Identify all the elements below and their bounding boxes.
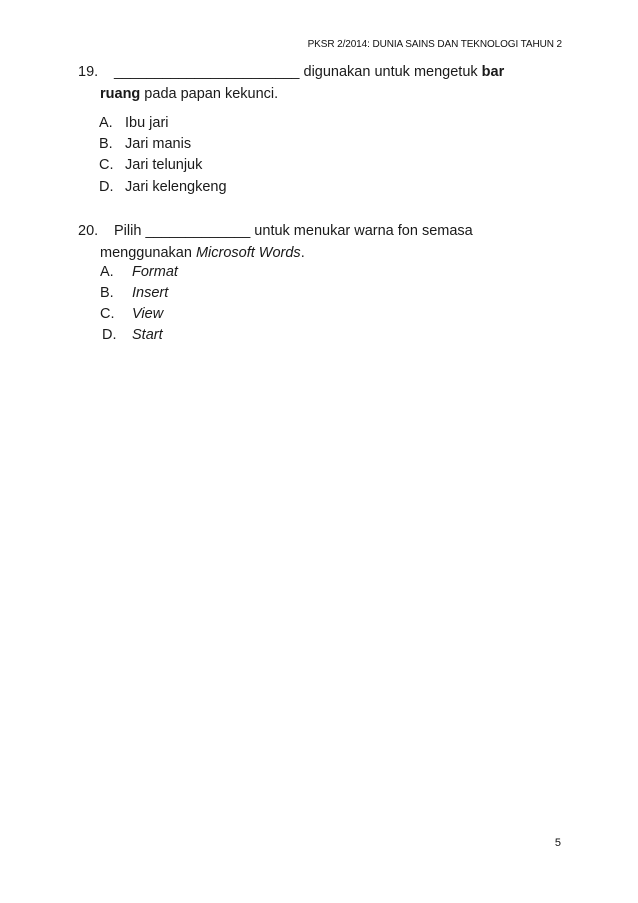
option-text: Jari manis — [125, 136, 192, 152]
option-letter: B. — [99, 136, 113, 152]
option-text: Format — [132, 264, 178, 280]
option-letter: A. — [100, 264, 114, 280]
question-bold-text: ruang — [100, 86, 141, 102]
option-letter: A. — [99, 115, 113, 131]
page-header: PKSR 2/2014: DUNIA SAINS DAN TEKNOLOGI TAHUN 2 — [307, 39, 562, 50]
option-letter: D. — [99, 179, 114, 195]
option-text: Ibu jari — [125, 115, 169, 131]
option-text: Insert — [132, 285, 169, 301]
option-d — [99, 177, 227, 198]
answer-blank: _____________ — [145, 223, 251, 239]
option-d — [102, 325, 163, 346]
option-letter: C. — [100, 306, 115, 322]
option-letter: C. — [99, 157, 114, 173]
question-20 — [78, 220, 558, 264]
answer-blank: _______________________ — [114, 64, 300, 80]
question-text: untuk menukar warna fon semasa — [250, 223, 473, 239]
option-c — [100, 304, 163, 325]
option-b — [100, 283, 168, 304]
question-text: . — [300, 245, 305, 261]
question-text: menggunakan — [100, 245, 196, 261]
option-text: Jari telunjuk — [125, 157, 203, 173]
question-20-line-1 — [78, 220, 558, 242]
question-20-line-2 — [78, 242, 558, 264]
question-number: 19. — [78, 64, 99, 80]
question-number: 20. — [78, 223, 99, 239]
option-a — [99, 113, 169, 134]
option-text: Start — [132, 327, 163, 343]
question-19 — [78, 61, 558, 105]
question-19-line-1 — [78, 61, 558, 83]
question-text: Pilih — [114, 223, 146, 239]
option-letter: D. — [102, 327, 117, 343]
question-italic-text: Microsoft Words — [195, 245, 301, 261]
option-text: Jari kelengkeng — [125, 179, 227, 195]
question-19-line-2 — [78, 83, 558, 105]
question-text: pada papan kekunci. — [140, 86, 279, 102]
page-number: 5 — [554, 837, 561, 849]
option-text: View — [132, 306, 164, 322]
option-c — [99, 155, 202, 176]
option-a — [100, 262, 178, 283]
option-b — [99, 134, 191, 155]
option-letter: B. — [100, 285, 114, 301]
question-bold-text: bar — [481, 64, 505, 80]
question-text: digunakan untuk mengetuk — [303, 64, 482, 80]
